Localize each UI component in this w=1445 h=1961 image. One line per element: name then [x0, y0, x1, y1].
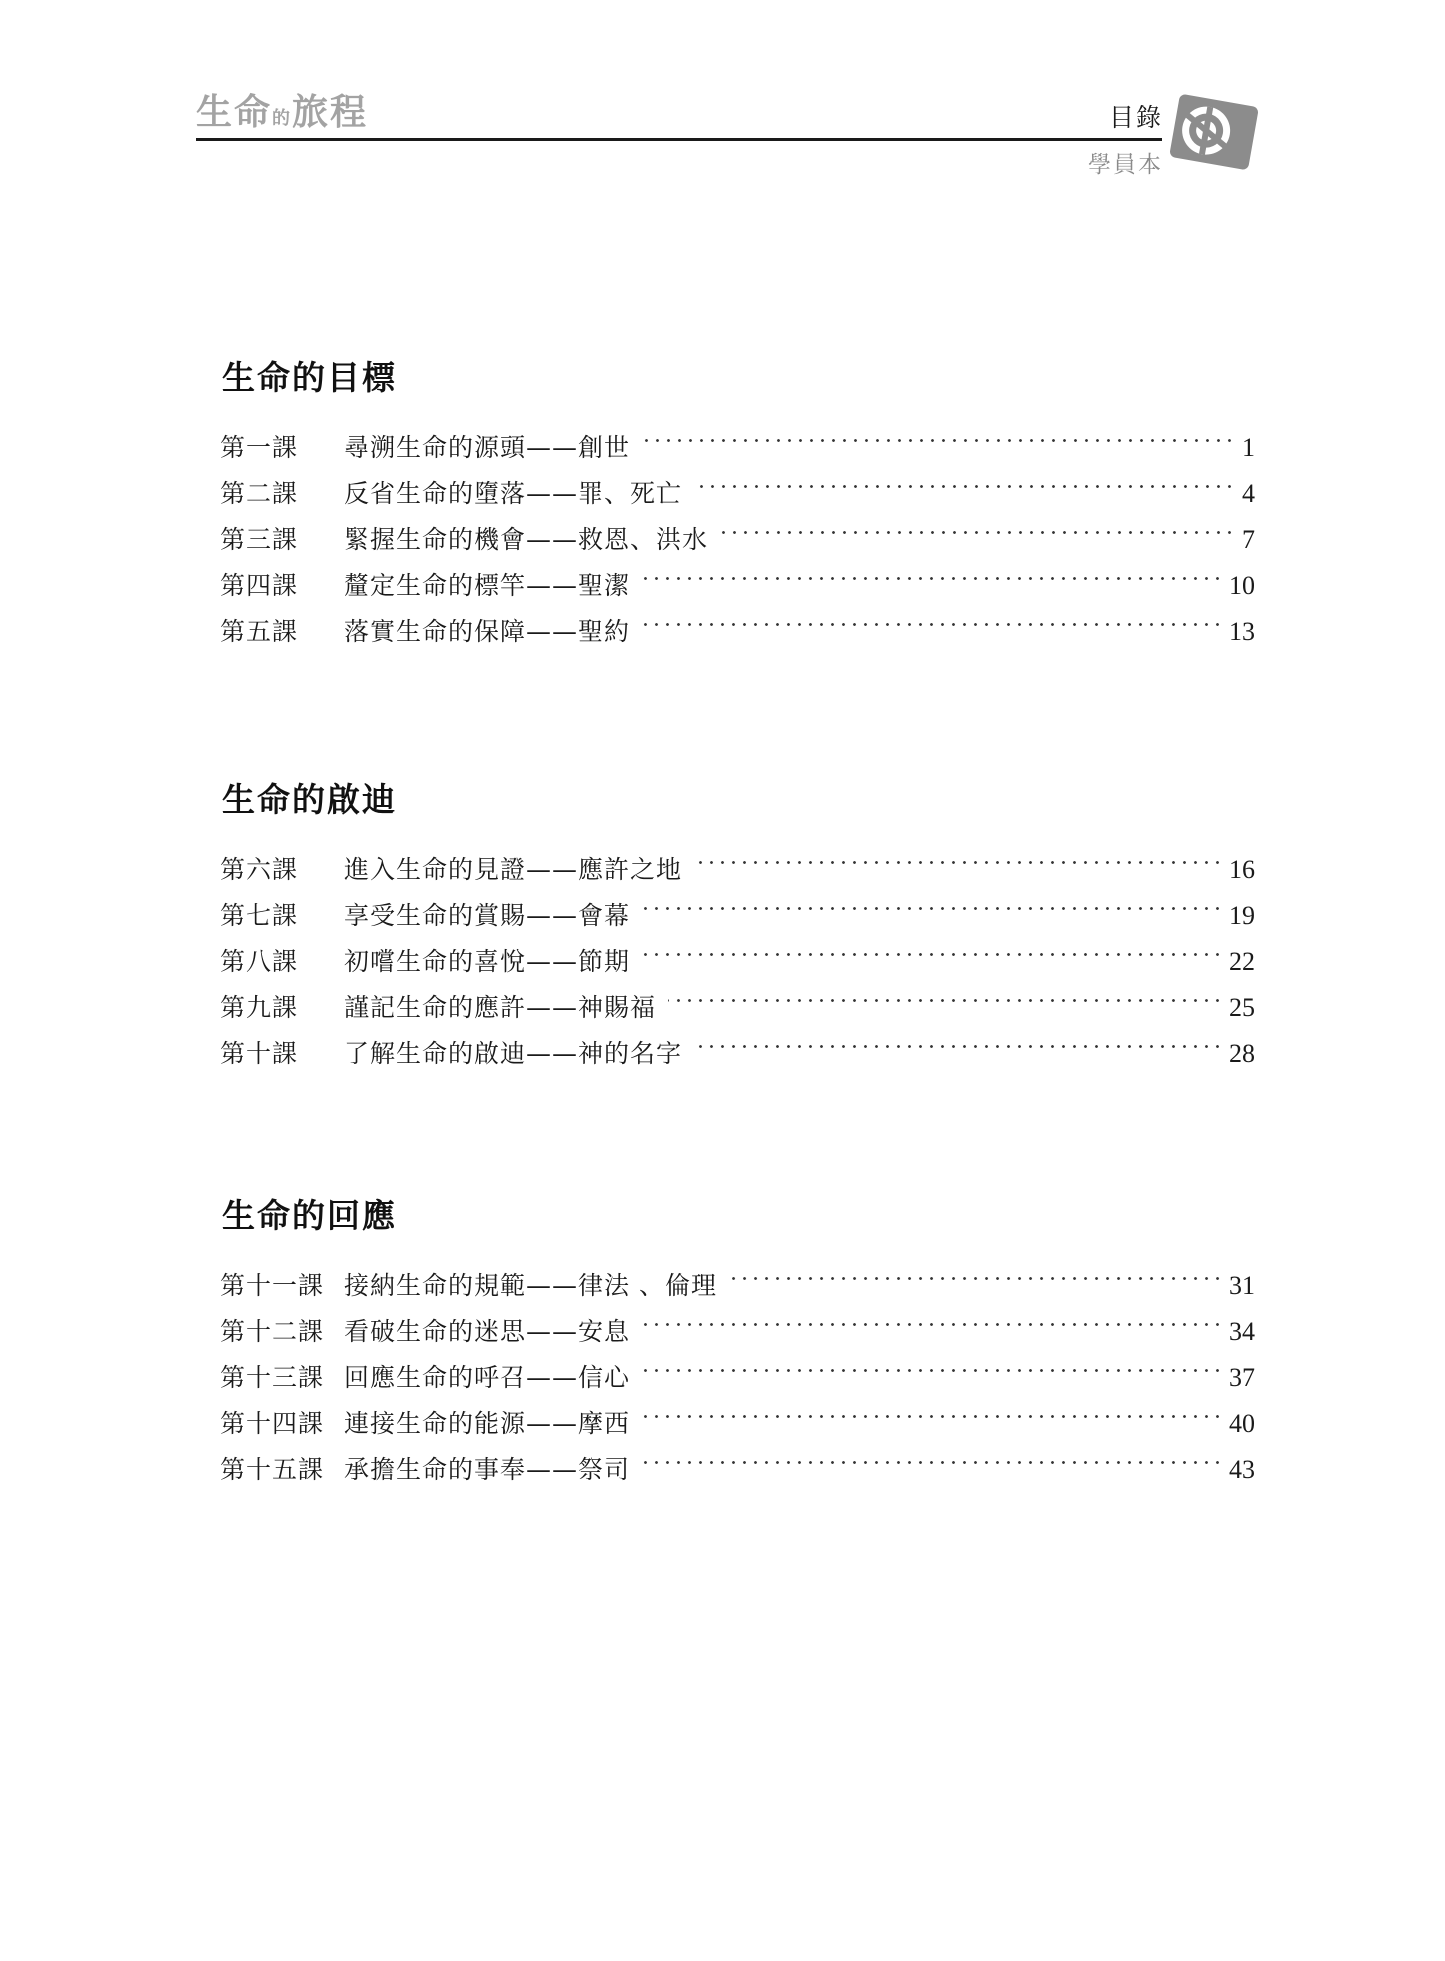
toc-list-goal	[220, 410, 1255, 646]
lesson-number: 第七課	[220, 901, 299, 930]
lesson-number: 第十二課	[220, 1317, 325, 1346]
lesson-title: 享受生命的賞賜——會幕	[344, 901, 631, 930]
section-label: 目錄	[1108, 103, 1163, 132]
dot-leader	[638, 1432, 1229, 1478]
page-number: 22	[1229, 947, 1255, 976]
dot-leader	[690, 1016, 1229, 1062]
page-number: 37	[1229, 1363, 1255, 1392]
lesson-title: 了解生命的啟迪——神的名字	[344, 1039, 683, 1068]
lesson-number: 第一課	[220, 433, 299, 462]
dot-leader	[638, 410, 1241, 456]
page-number: 34	[1229, 1317, 1255, 1346]
dot-leader	[638, 548, 1229, 594]
lesson-title: 初嚐生命的喜悅——節期	[344, 947, 631, 976]
lesson-number: 第十五課	[220, 1455, 325, 1484]
lesson-number: 第五課	[220, 617, 299, 646]
dot-leader	[664, 970, 1229, 1016]
page-number: 7	[1242, 525, 1255, 554]
section-heading-response: 生命的回應	[222, 1196, 397, 1235]
toc-entry[interactable]	[220, 878, 1255, 930]
toc-entry[interactable]	[220, 1016, 1255, 1068]
page-number: 10	[1229, 571, 1255, 600]
dot-leader	[638, 594, 1229, 640]
lesson-number: 第四課	[220, 571, 299, 600]
edition-label: 學員本	[1088, 152, 1163, 178]
page-number: 40	[1229, 1409, 1255, 1438]
lesson-title: 接納生命的規範——律法 、倫理	[344, 1271, 717, 1300]
dot-leader	[690, 456, 1241, 502]
page-number: 28	[1229, 1039, 1255, 1068]
toc-entry[interactable]	[220, 1386, 1255, 1438]
toc-entry[interactable]	[220, 832, 1255, 884]
toc-entry[interactable]	[220, 1248, 1255, 1300]
dot-leader	[638, 924, 1229, 970]
lesson-title: 謹記生命的應許——神賜福	[344, 993, 657, 1022]
dot-leader	[716, 502, 1241, 548]
toc-entry[interactable]	[220, 970, 1255, 1022]
toc-entry[interactable]	[220, 410, 1255, 462]
page-number: 1	[1242, 433, 1255, 462]
book-title-part1: 生命	[196, 91, 273, 133]
circle-emblem-icon	[1168, 94, 1260, 170]
toc-entry[interactable]	[220, 1340, 1255, 1392]
lesson-title: 緊握生命的機會——救恩、洪水	[344, 525, 709, 554]
lesson-number: 第二課	[220, 479, 299, 508]
dot-leader	[638, 1386, 1229, 1432]
lesson-title: 釐定生命的標竿——聖潔	[344, 571, 631, 600]
dot-leader	[638, 1294, 1229, 1340]
lesson-title: 尋溯生命的源頭——創世	[344, 433, 631, 462]
lesson-title: 連接生命的能源——摩西	[344, 1409, 631, 1438]
page-number: 25	[1229, 993, 1255, 1022]
lesson-title: 看破生命的迷思——安息	[344, 1317, 631, 1346]
lesson-number: 第三課	[220, 525, 299, 554]
lesson-title: 回應生命的呼召——信心	[344, 1363, 631, 1392]
toc-entry[interactable]	[220, 548, 1255, 600]
lesson-number: 第八課	[220, 947, 299, 976]
book-title-part3: 旅程	[292, 91, 369, 133]
toc-entry[interactable]	[220, 1294, 1255, 1346]
toc-entry[interactable]	[220, 924, 1255, 976]
toc-list-inspiration	[220, 832, 1255, 1068]
lesson-number: 第九課	[220, 993, 299, 1022]
toc-entry[interactable]	[220, 594, 1255, 646]
page-number: 19	[1229, 901, 1255, 930]
header-rule	[196, 138, 1162, 141]
page-number: 16	[1229, 855, 1255, 884]
book-title	[196, 84, 368, 135]
toc-entry[interactable]	[220, 1432, 1255, 1484]
dot-leader	[690, 832, 1229, 878]
book-title-part2: 的	[272, 108, 293, 129]
page-number: 31	[1229, 1271, 1255, 1300]
lesson-number: 第六課	[220, 855, 299, 884]
lesson-title: 落實生命的保障——聖約	[344, 617, 631, 646]
lesson-number: 第十三課	[220, 1363, 325, 1392]
lesson-number: 第十課	[220, 1039, 299, 1068]
lesson-title: 反省生命的墮落——罪、死亡	[344, 479, 683, 508]
page-number: 43	[1229, 1455, 1255, 1484]
lesson-number: 第十四課	[220, 1409, 325, 1438]
lesson-number: 第十一課	[220, 1271, 325, 1300]
toc-entry[interactable]	[220, 502, 1255, 554]
lesson-title: 承擔生命的事奉——祭司	[344, 1455, 631, 1484]
page-number: 13	[1229, 617, 1255, 646]
dot-leader	[638, 1340, 1229, 1386]
lesson-title: 進入生命的見證——應許之地	[344, 855, 683, 884]
dot-leader	[638, 878, 1229, 924]
dot-leader	[725, 1248, 1229, 1294]
toc-entry[interactable]	[220, 456, 1255, 508]
section-heading-goal: 生命的目標	[222, 358, 397, 397]
toc-list-response	[220, 1248, 1255, 1484]
section-heading-inspiration: 生命的啟迪	[222, 780, 397, 819]
page-number: 4	[1242, 479, 1255, 508]
